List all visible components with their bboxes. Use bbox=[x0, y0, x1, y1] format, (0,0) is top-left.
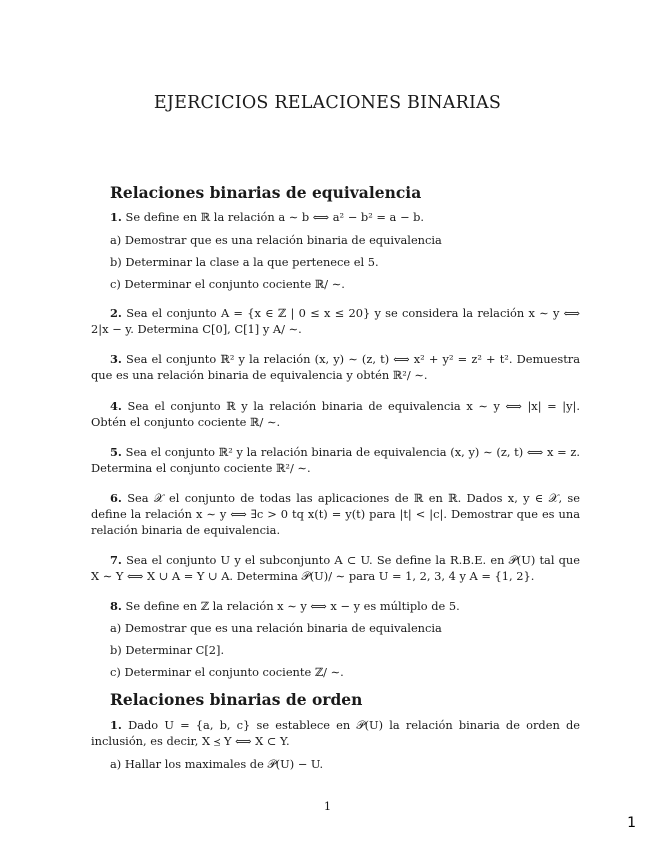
exercise-number: 6. bbox=[110, 491, 122, 505]
section-heading-order: Relaciones binarias de orden bbox=[110, 690, 363, 709]
exercise-number: 4. bbox=[110, 399, 122, 413]
page-title: EJERCICIOS RELACIONES BINARIAS bbox=[153, 93, 502, 113]
exercise-text: Sea el conjunto ℝ² y la relación (x, y) ∼ (z, t) ⟺ x² + y² = z² + t². Demuestra que es una relación binaria de equivalencia y obtén ℝ²/ ∼. bbox=[91, 352, 581, 382]
exercise-text: Se define en ℤ la relación x ∼ y ⟺ x − y es múltiplo de 5. bbox=[125, 599, 460, 613]
exercise-number: 1. bbox=[110, 210, 122, 224]
exercise-8-part-c: c) Determinar el conjunto cociente ℤ/ ∼. bbox=[110, 665, 344, 679]
exercise-number: 8. bbox=[110, 599, 122, 613]
exercise-8-part-b: b) Determinar C[2]. bbox=[110, 643, 225, 657]
exercise-number: 1. bbox=[110, 718, 122, 732]
exercise-1-part-b: b) Determinar la clase a la que pertenece el 5. bbox=[110, 255, 379, 269]
exercise-8-part-a: a) Demostrar que es una relación binaria de equivalencia bbox=[110, 621, 442, 635]
section-heading-equivalence: Relaciones binarias de equivalencia bbox=[110, 183, 422, 202]
exercise-text: Sea el conjunto U y el subconjunto A ⊂ U. Se define la R.B.E. en 𝒫(U) tal que X ∼ Y ⟺ X ∪ A = Y ∪ A. Determina 𝒫(U)/ ∼ para U = 1, 2, 3, 4 y A = {1, 2}. bbox=[91, 553, 581, 583]
exercise-3 bbox=[91, 351, 580, 383]
page-number: 1 bbox=[323, 799, 332, 813]
exercise-text: Sea el conjunto ℝ y la relación binaria de equivalencia x ∼ y ⟺ |x| = |y|. Obtén el conjunto cociente ℝ/ ∼. bbox=[91, 399, 581, 429]
exercise-text: Sea el conjunto ℝ² y la relación binaria de equivalencia (x, y) ∼ (z, t) ⟺ x = z. Determina el conjunto cociente ℝ²/ ∼. bbox=[91, 445, 580, 475]
order-exercise-1 bbox=[91, 717, 580, 749]
exercise-1 bbox=[91, 209, 580, 225]
order-exercise-1-part-a: a) Hallar los maximales de 𝒫(U) − U. bbox=[110, 757, 324, 771]
exercise-4 bbox=[91, 398, 580, 430]
exercise-number: 7. bbox=[110, 553, 122, 567]
exercise-1-part-c: c) Determinar el conjunto cociente ℝ/ ∼. bbox=[110, 277, 345, 291]
exercise-1-part-a: a) Demostrar que es una relación binaria de equivalencia bbox=[110, 233, 442, 247]
exercise-7 bbox=[91, 552, 580, 584]
exercise-5 bbox=[91, 444, 580, 476]
exercise-text: Se define en ℝ la relación a ∼ b ⟺ a² − b² = a − b. bbox=[125, 210, 425, 224]
exercise-6 bbox=[91, 490, 580, 538]
exercise-number: 5. bbox=[110, 445, 122, 459]
exercise-number: 3. bbox=[110, 352, 122, 366]
exercise-text: Sea 𝒳 el conjunto de todas las aplicaciones de ℝ en ℝ. Dados x, y ∈ 𝒳, se define la relación x ∼ y ⟺ ∃c > 0 tq x(t) = y(t) para |t| < |c|. Demostrar que es una relación binaria de equivalencia. bbox=[91, 491, 580, 537]
viewer-page-indicator: 1 bbox=[627, 815, 636, 831]
exercise-number: 2. bbox=[110, 306, 122, 320]
exercise-2 bbox=[91, 305, 580, 337]
exercise-text: Sea el conjunto A = {x ∈ ℤ | 0 ≤ x ≤ 20} y se considera la relación x ∼ y ⟺ 2|x − y. Determina C[0], C[1] y A/ ∼. bbox=[91, 306, 581, 336]
exercise-text: Dado U = {a, b, c} se establece en 𝒫(U) la relación binaria de orden de inclusión, es decir, X ⪯ Y ⟺ X ⊂ Y. bbox=[91, 718, 580, 748]
exercise-8 bbox=[91, 598, 580, 614]
